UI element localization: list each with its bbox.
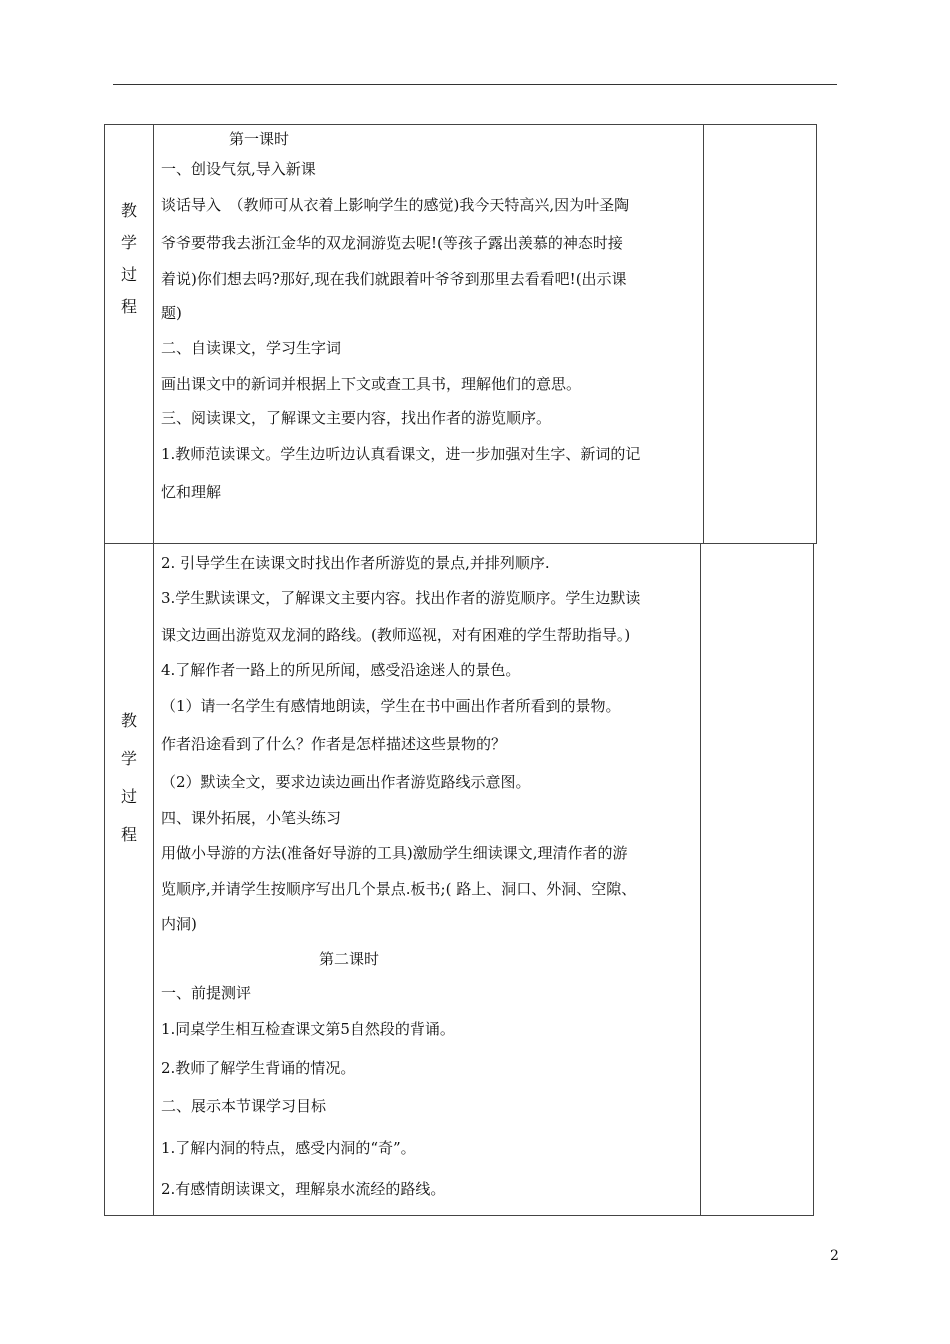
text-line: 四、课外拓展，小笔头练习 bbox=[161, 809, 342, 827]
label-char: 教 bbox=[120, 201, 137, 220]
text-line: （1）请一名学生有感情地朗读，学生在书中画出作者所看到的景物。 bbox=[161, 697, 621, 715]
text-line: 2.教师了解学生背诵的情况。 bbox=[161, 1059, 356, 1077]
text-line: 1.同桌学生相互检查课文第5自然段的背诵。 bbox=[161, 1020, 455, 1038]
text-line: 1.了解内洞的特点，感受内洞的“奇”。 bbox=[161, 1139, 416, 1157]
section-label-cell bbox=[105, 125, 154, 544]
section-label bbox=[105, 702, 153, 854]
text-line: 一、前提测评 bbox=[161, 984, 252, 1002]
text-line: 三、阅读课文，了解课文主要内容，找出作者的游览顺序。 bbox=[161, 409, 552, 427]
lesson-table-1 bbox=[104, 124, 817, 544]
notes-cell bbox=[704, 125, 817, 544]
content-cell bbox=[154, 125, 704, 544]
text-line: 览顺序,并请学生按顺序写出几个景点.板书;( 路上、洞口、外洞、空隙、 bbox=[161, 880, 637, 898]
text-line: 二、自读课文，学习生字词 bbox=[161, 339, 342, 357]
text-line: 二、展示本节课学习目标 bbox=[161, 1097, 327, 1115]
label-char: 学 bbox=[120, 233, 137, 252]
text-line: 用做小导游的方法(准备好导游的工具)激励学生细读课文,理清作者的游 bbox=[161, 844, 628, 862]
label-char: 过 bbox=[120, 787, 137, 806]
text-line: 画出课文中的新词并根据上下文或查工具书，理解他们的意思。 bbox=[161, 375, 582, 393]
text-line: 4.了解作者一路上的所见所闻，感受沿途迷人的景色。 bbox=[161, 661, 521, 679]
label-char: 程 bbox=[120, 297, 137, 316]
header-rule bbox=[113, 84, 837, 85]
text-line: 作者沿途看到了什么？作者是怎样描述这些景物的？ bbox=[161, 735, 507, 753]
text-line: 题) bbox=[161, 304, 182, 322]
label-char: 过 bbox=[120, 265, 137, 284]
text-line: 2. 引导学生在读课文时找出作者所游览的景点,并排列顺序. bbox=[161, 554, 550, 572]
section-label-cell bbox=[105, 544, 154, 1216]
text-line: 2.有感情朗读课文，理解泉水流经的路线。 bbox=[161, 1180, 446, 1198]
text-line: （2）默读全文，要求边读边画出作者游览路线示意图。 bbox=[161, 773, 531, 791]
page-number: 2 bbox=[830, 1248, 839, 1264]
lesson-title: 第二课时 bbox=[319, 950, 380, 968]
label-char: 程 bbox=[120, 825, 137, 844]
text-line: 谈话导入 （教师可从衣着上影响学生的感觉)我今天特高兴,因为叶圣陶 bbox=[161, 196, 630, 214]
label-char: 学 bbox=[120, 749, 137, 768]
lesson-table-2 bbox=[104, 543, 814, 1216]
notes-cell bbox=[701, 544, 814, 1216]
text-line: 3.学生默读课文，了解课文主要内容。找出作者的游览顺序。学生边默读 bbox=[161, 589, 641, 607]
text-line: 一、创设气氛,导入新课 bbox=[161, 160, 316, 178]
label-char: 教 bbox=[120, 711, 137, 730]
content-body bbox=[154, 125, 703, 511]
text-line: 课文边画出游览双龙洞的路线。(教师巡视，对有困难的学生帮助指导。) bbox=[161, 626, 631, 644]
content-cell bbox=[154, 544, 701, 1216]
content-body bbox=[154, 544, 700, 1207]
text-line: 着说)你们想去吗?那好,现在我们就跟着叶爷爷到那里去看看吧!(出示课 bbox=[161, 270, 627, 288]
section-label bbox=[105, 195, 153, 323]
text-line: 1.教师范读课文。学生边听边认真看课文，进一步加强对生字、新词的记 bbox=[161, 445, 641, 463]
text-line: 内洞) bbox=[161, 915, 197, 933]
lesson-title: 第一课时 bbox=[229, 130, 290, 148]
text-line: 忆和理解 bbox=[161, 483, 222, 501]
text-line: 爷爷要带我去浙江金华的双龙洞游览去呢!(等孩子露出羡慕的神态时接 bbox=[161, 234, 623, 252]
